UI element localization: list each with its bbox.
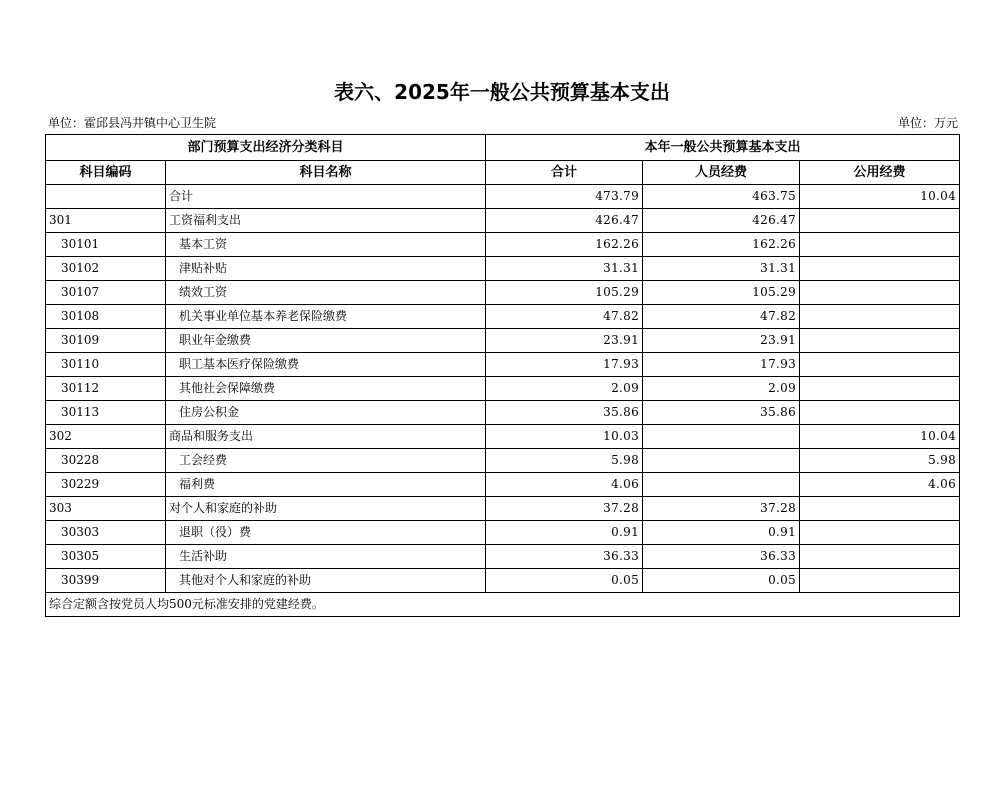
column-header-code: 科目编码 xyxy=(46,161,166,185)
cell-personnel: 0.05 xyxy=(643,569,800,593)
cell-personnel: 17.93 xyxy=(643,353,800,377)
cell-name: 对个人和家庭的补助 xyxy=(166,497,486,521)
cell-public xyxy=(800,497,960,521)
cell-name: 其他对个人和家庭的补助 xyxy=(166,569,486,593)
table-row xyxy=(46,329,960,353)
cell-personnel: 0.91 xyxy=(643,521,800,545)
cell-name: 基本工资 xyxy=(166,233,486,257)
cell-code: 30108 xyxy=(46,305,166,329)
cell-total: 23.91 xyxy=(486,329,643,353)
cell-code: 30303 xyxy=(46,521,166,545)
cell-public xyxy=(800,281,960,305)
cell-code: 30229 xyxy=(46,473,166,497)
cell-personnel xyxy=(643,449,800,473)
column-header-name: 科目名称 xyxy=(166,161,486,185)
cell-total: 162.26 xyxy=(486,233,643,257)
budget-table xyxy=(45,134,960,617)
cell-name: 住房公积金 xyxy=(166,401,486,425)
table-row xyxy=(46,185,960,209)
cell-total: 31.31 xyxy=(486,257,643,281)
cell-personnel: 47.82 xyxy=(643,305,800,329)
cell-code: 30305 xyxy=(46,545,166,569)
cell-code: 30228 xyxy=(46,449,166,473)
footnote: 综合定额含按党员人均500元标准安排的党建经费。 xyxy=(46,593,960,617)
cell-name: 津贴补贴 xyxy=(166,257,486,281)
header-row-group xyxy=(46,135,960,161)
table-row xyxy=(46,521,960,545)
cell-code: 30107 xyxy=(46,281,166,305)
cell-name: 其他社会保障缴费 xyxy=(166,377,486,401)
cell-public xyxy=(800,329,960,353)
table-row xyxy=(46,281,960,305)
cell-public xyxy=(800,521,960,545)
cell-personnel: 23.91 xyxy=(643,329,800,353)
cell-code: 301 xyxy=(46,209,166,233)
column-header-total: 合计 xyxy=(486,161,643,185)
cell-name: 工会经费 xyxy=(166,449,486,473)
table-row xyxy=(46,353,960,377)
cell-code: 30110 xyxy=(46,353,166,377)
cell-name: 机关事业单位基本养老保险缴费 xyxy=(166,305,486,329)
cell-code: 30102 xyxy=(46,257,166,281)
cell-total: 473.79 xyxy=(486,185,643,209)
cell-public xyxy=(800,305,960,329)
column-header-personnel: 人员经费 xyxy=(643,161,800,185)
cell-total: 35.86 xyxy=(486,401,643,425)
cell-total: 17.93 xyxy=(486,353,643,377)
cell-total: 10.03 xyxy=(486,425,643,449)
table-row xyxy=(46,377,960,401)
table-row xyxy=(46,257,960,281)
cell-public xyxy=(800,401,960,425)
cell-total: 0.91 xyxy=(486,521,643,545)
cell-total: 0.05 xyxy=(486,569,643,593)
cell-public xyxy=(800,209,960,233)
cell-total: 47.82 xyxy=(486,305,643,329)
column-header-public: 公用经费 xyxy=(800,161,960,185)
cell-public xyxy=(800,569,960,593)
cell-personnel: 35.86 xyxy=(643,401,800,425)
cell-personnel: 37.28 xyxy=(643,497,800,521)
page-title: 表六、2025年一般公共预算基本支出 xyxy=(334,80,670,104)
table-row xyxy=(46,545,960,569)
table-row xyxy=(46,473,960,497)
cell-total: 105.29 xyxy=(486,281,643,305)
cell-total: 426.47 xyxy=(486,209,643,233)
cell-personnel: 36.33 xyxy=(643,545,800,569)
table-row xyxy=(46,401,960,425)
cell-name: 职业年金缴费 xyxy=(166,329,486,353)
cell-code: 30101 xyxy=(46,233,166,257)
cell-personnel: 162.26 xyxy=(643,233,800,257)
cell-personnel xyxy=(643,473,800,497)
cell-personnel: 463.75 xyxy=(643,185,800,209)
cell-name: 职工基本医疗保险缴费 xyxy=(166,353,486,377)
cell-personnel: 105.29 xyxy=(643,281,800,305)
cell-personnel: 426.47 xyxy=(643,209,800,233)
cell-code xyxy=(46,185,166,209)
cell-personnel: 2.09 xyxy=(643,377,800,401)
cell-personnel: 31.31 xyxy=(643,257,800,281)
cell-code: 303 xyxy=(46,497,166,521)
cell-public: 5.98 xyxy=(800,449,960,473)
table-row xyxy=(46,305,960,329)
cell-public: 4.06 xyxy=(800,473,960,497)
cell-total: 2.09 xyxy=(486,377,643,401)
table-body xyxy=(46,185,960,593)
cell-total: 36.33 xyxy=(486,545,643,569)
cell-name: 工资福利支出 xyxy=(166,209,486,233)
cell-code: 30113 xyxy=(46,401,166,425)
table-row xyxy=(46,449,960,473)
cell-name: 生活补助 xyxy=(166,545,486,569)
cell-personnel xyxy=(643,425,800,449)
cell-public xyxy=(800,233,960,257)
table-row xyxy=(46,425,960,449)
cell-name: 福利费 xyxy=(166,473,486,497)
cell-public xyxy=(800,545,960,569)
cell-code: 302 xyxy=(46,425,166,449)
cell-code: 30399 xyxy=(46,569,166,593)
table-row xyxy=(46,497,960,521)
cell-name: 商品和服务支出 xyxy=(166,425,486,449)
cell-name: 退职（役）费 xyxy=(166,521,486,545)
unit-label-organization: 单位：霍邱县冯井镇中心卫生院 xyxy=(48,116,217,130)
cell-total: 5.98 xyxy=(486,449,643,473)
header-group-classification: 部门预算支出经济分类科目 xyxy=(46,135,486,161)
header-group-expenditure: 本年一般公共预算基本支出 xyxy=(486,135,960,161)
cell-public xyxy=(800,353,960,377)
cell-name: 绩效工资 xyxy=(166,281,486,305)
table-row xyxy=(46,233,960,257)
cell-public xyxy=(800,257,960,281)
cell-public: 10.04 xyxy=(800,425,960,449)
cell-code: 30109 xyxy=(46,329,166,353)
cell-code: 30112 xyxy=(46,377,166,401)
cell-total: 37.28 xyxy=(486,497,643,521)
unit-label-currency: 单位：万元 xyxy=(897,116,958,130)
header-row-columns xyxy=(46,161,960,185)
table-row xyxy=(46,209,960,233)
cell-public: 10.04 xyxy=(800,185,960,209)
cell-public xyxy=(800,377,960,401)
cell-name: 合计 xyxy=(166,185,486,209)
note-row xyxy=(46,593,960,617)
table-row xyxy=(46,569,960,593)
cell-total: 4.06 xyxy=(486,473,643,497)
